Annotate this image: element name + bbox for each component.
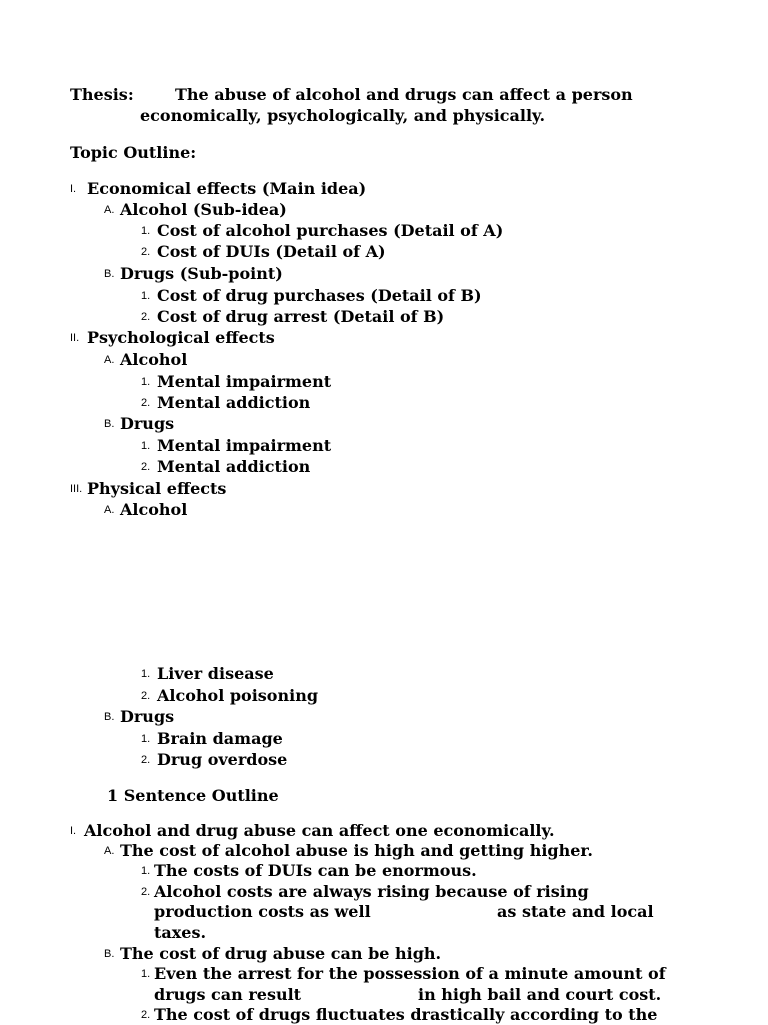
- outline-marker: 2.: [141, 1009, 151, 1021]
- outline-marker: 2.: [141, 397, 151, 409]
- outline-marker: 1.: [141, 865, 151, 877]
- outline-item-continuation: drugs can result: [154, 985, 302, 1004]
- outline-item: Economical effects (Main idea): [87, 179, 367, 198]
- thesis-line-1: The abuse of alcohol and drugs can affect a person: [175, 85, 633, 104]
- outline-item: Mental impairment: [157, 372, 332, 391]
- outline-item: Cost of DUIs (Detail of A): [157, 242, 386, 261]
- outline-item-continuation: in high bail and court cost.: [418, 985, 662, 1004]
- outline-item: Drug overdose: [157, 750, 288, 769]
- outline-item: Cost of drug arrest (Detail of B): [157, 307, 445, 326]
- outline-item: Alcohol: [120, 350, 188, 369]
- outline-item: The cost of drug abuse can be high.: [120, 944, 442, 963]
- outline-item: Alcohol (Sub-idea): [120, 200, 287, 219]
- outline-item: Mental addiction: [157, 393, 311, 412]
- outline-item: Alcohol: [120, 500, 188, 519]
- outline-marker: 1.: [141, 968, 151, 980]
- outline-item: Drugs: [120, 707, 175, 726]
- outline-marker: B.: [104, 948, 115, 960]
- outline-marker: 2.: [141, 246, 151, 258]
- topic-outline-heading: Topic Outline:: [70, 143, 197, 162]
- outline-marker: 1.: [141, 290, 151, 302]
- outline-item: Even the arrest for the possession of a minute amount of: [154, 964, 666, 983]
- outline-marker: 2.: [141, 754, 151, 766]
- outline-item: Physical effects: [87, 479, 227, 498]
- outline-item-continuation: taxes.: [154, 923, 207, 942]
- outline-item: Drugs (Sub-point): [120, 264, 283, 283]
- outline-marker: 1.: [141, 376, 151, 388]
- outline-item-continuation: as state and local: [497, 902, 654, 921]
- outline-marker: III.: [70, 483, 83, 495]
- outline-marker: 2.: [141, 690, 151, 702]
- outline-item: Drugs: [120, 414, 175, 433]
- outline-marker: 2.: [141, 886, 151, 898]
- outline-marker: B.: [104, 418, 115, 430]
- outline-item: Liver disease: [157, 664, 274, 683]
- outline-marker: I.: [70, 825, 77, 837]
- outline-item: The cost of alcohol abuse is high and getting higher.: [120, 841, 593, 860]
- outline-marker: 1.: [141, 668, 151, 680]
- outline-item-continuation: production costs as well: [154, 902, 371, 921]
- outline-item: Mental addiction: [157, 457, 311, 476]
- sentence-outline-heading: 1 Sentence Outline: [107, 786, 279, 805]
- outline-item: The costs of DUIs can be enormous.: [154, 861, 477, 880]
- outline-item: Brain damage: [157, 729, 283, 748]
- outline-item: Psychological effects: [87, 328, 275, 347]
- outline-item: The cost of drugs fluctuates drastically according to the: [154, 1005, 658, 1024]
- outline-marker: 2.: [141, 461, 151, 473]
- outline-item: Cost of alcohol purchases (Detail of A): [157, 221, 504, 240]
- outline-marker: B.: [104, 268, 115, 280]
- thesis-line-2: economically, psychologically, and physically.: [140, 106, 546, 125]
- outline-marker: 2.: [141, 311, 151, 323]
- outline-marker: I.: [70, 183, 77, 195]
- outline-marker: A.: [104, 845, 115, 857]
- outline-marker: 1.: [141, 733, 151, 745]
- outline-item: Cost of drug purchases (Detail of B): [157, 286, 482, 305]
- outline-marker: 1.: [141, 225, 151, 237]
- thesis-label: Thesis:: [70, 85, 134, 104]
- outline-marker: II.: [70, 332, 80, 344]
- outline-item: Alcohol and drug abuse can affect one economically.: [84, 821, 555, 840]
- outline-marker: B.: [104, 711, 115, 723]
- outline-marker: A.: [104, 204, 115, 216]
- outline-marker: 1.: [141, 440, 151, 452]
- outline-item: Mental impairment: [157, 436, 332, 455]
- outline-item: Alcohol poisoning: [157, 686, 319, 705]
- outline-item: Alcohol costs are always rising because of rising: [154, 882, 589, 901]
- outline-marker: A.: [104, 354, 115, 366]
- outline-marker: A.: [104, 504, 115, 516]
